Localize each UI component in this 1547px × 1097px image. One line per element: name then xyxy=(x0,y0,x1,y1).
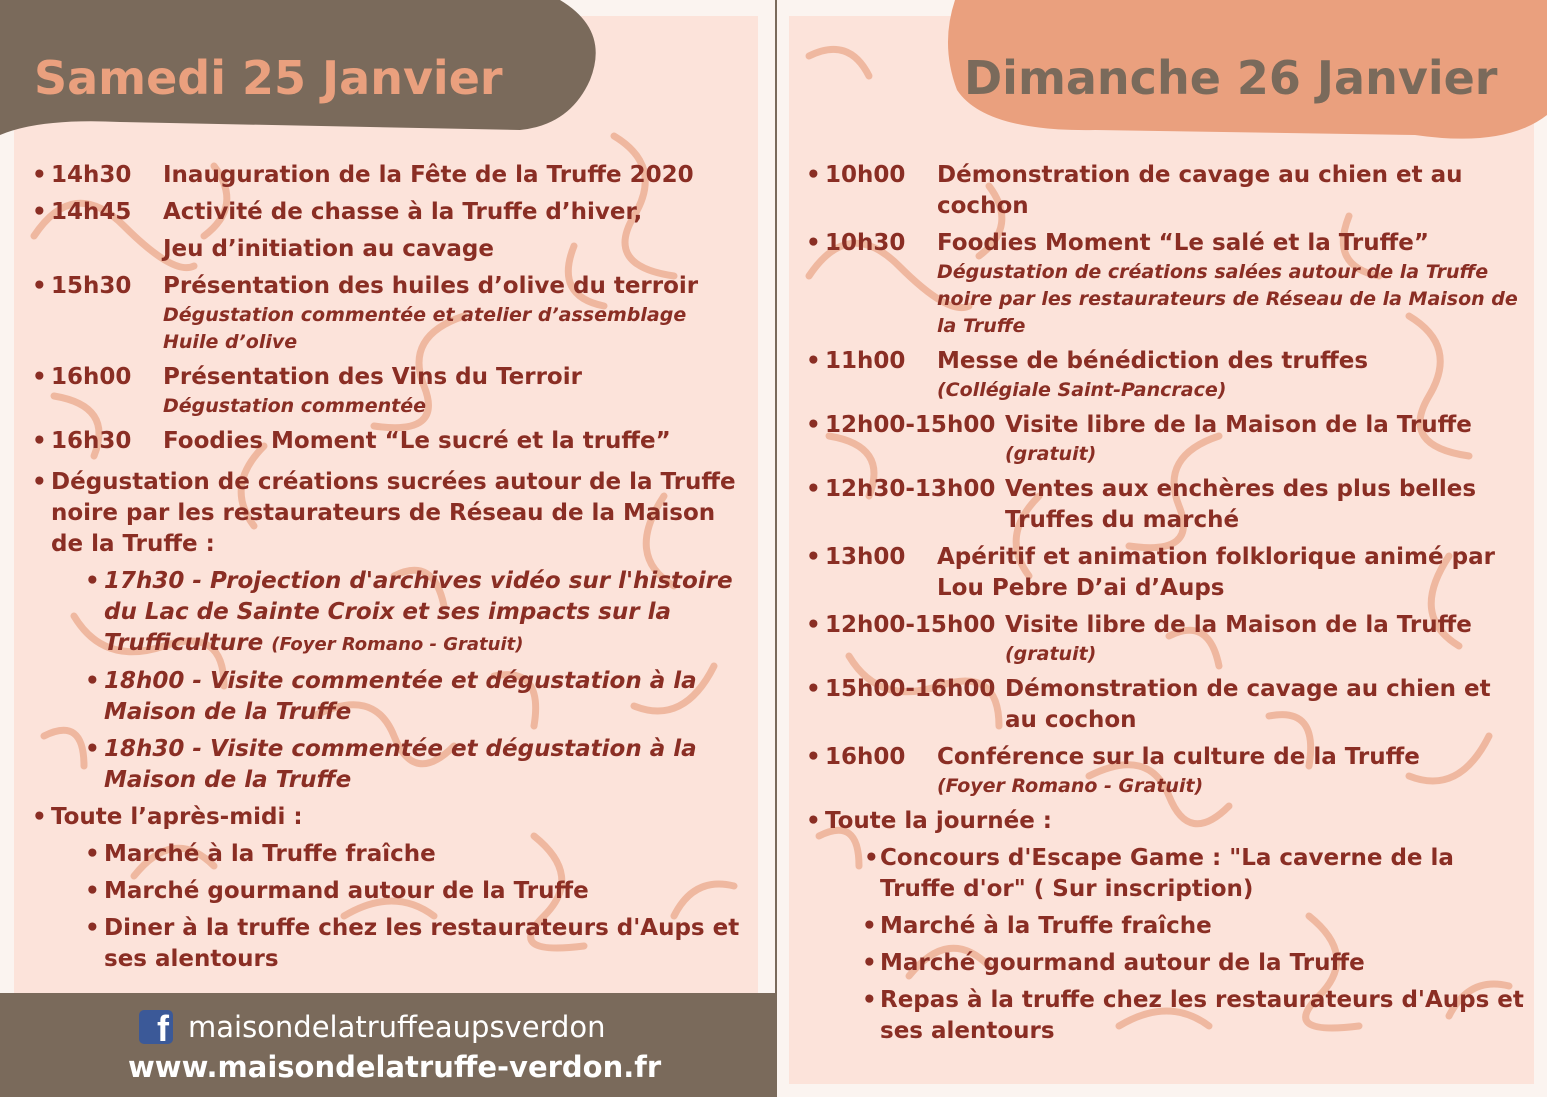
event-subtitle: Dégustation commentée et atelier d’assemblage xyxy=(163,304,687,326)
event-title: Visite libre de la Maison de la Truffe xyxy=(1005,612,1472,638)
sunday-schedule xyxy=(806,160,1524,1053)
event-item: • 11h00 Messe de bénédiction des truffes (Collégiale Saint-Pancrace) xyxy=(806,346,1524,404)
afternoon-label: • Toute l’après-midi : xyxy=(32,804,303,830)
afternoon-item: • Marché à la Truffe fraîche xyxy=(85,841,436,867)
event-item: • 15h30 Présentation des huiles d’olive du terroir Dégustation commentée et atelier d’assemblage Huile d’olive xyxy=(32,271,744,356)
event-title: Démonstration de cavage au chien et au cochon xyxy=(1005,676,1491,733)
event-title: Activité de chasse à la Truffe d’hiver, xyxy=(163,199,643,225)
event-time: 10h30 xyxy=(825,230,906,256)
event-item: • 16h30 Foodies Moment “Le sucré et la truffe” xyxy=(32,426,744,457)
event-time: 16h00 xyxy=(825,744,906,770)
event-time: 16h00 xyxy=(51,364,132,390)
event-subtitle: (gratuit) xyxy=(1005,443,1097,465)
event-title: Présentation des Vins du Terroir xyxy=(163,364,582,390)
event-title: Messe de bénédiction des truffes xyxy=(937,348,1369,374)
event-item: • 12h00-15h00 Visite libre de la Maison de la Truffe (gratuit) xyxy=(806,410,1524,468)
event-item: • 13h00 Apéritif et animation folklorique animé par Lou Pebre D’ai d’Aups xyxy=(806,544,1495,601)
event-item: • 14h45 Activité de chasse à la Truffe d’hiver, Jeu d’initiation au cavage xyxy=(32,197,744,265)
event-time: 14h45 xyxy=(51,199,132,225)
saturday-schedule xyxy=(32,160,744,981)
facebook-icon[interactable]: f xyxy=(139,1010,173,1044)
event-title: Ventes aux enchères des plus belles Truffes du marché xyxy=(1005,476,1477,533)
event-subtitle: Dégustation commentée xyxy=(163,395,426,417)
allday-item: • Marché à la Truffe fraîche xyxy=(862,913,1212,939)
event-subtitle: (gratuit) xyxy=(1005,643,1097,665)
event-time: 12h00-15h00 xyxy=(825,412,996,438)
event-title: Foodies Moment “Le salé et la Truffe” xyxy=(937,230,1429,256)
event-title-line2: Jeu d’initiation au cavage xyxy=(163,236,494,262)
allday-item: • Repas à la truffe chez les restaurateurs d'Aups et ses alentours xyxy=(862,987,1524,1044)
event-time: 16h30 xyxy=(51,428,132,454)
afternoon-item: • Marché gourmand autour de la Truffe xyxy=(85,878,589,904)
event-title: Inauguration de la Fête de la Truffe 2020 xyxy=(163,162,694,188)
tasting-subitem: • 18h00 - Visite commentée et dégustation à la Maison de la Truffe xyxy=(85,668,697,725)
event-title: Présentation des huiles d’olive du terroir xyxy=(163,273,699,299)
center-fold-line xyxy=(775,0,777,1097)
event-item: • 14h30 Inauguration de la Fête de la Truffe 2020 xyxy=(32,160,744,191)
event-item: • 16h00 Présentation des Vins du Terroir Dégustation commentée xyxy=(32,362,744,420)
allday-item: • Marché gourmand autour de la Truffe xyxy=(862,950,1365,976)
event-time: 13h00 xyxy=(825,544,906,570)
event-time: 15h00-16h00 xyxy=(825,676,996,702)
allday-label: • Toute la journée : xyxy=(806,808,1053,834)
website-link[interactable]: www.maisondelatruffe-verdon.fr xyxy=(128,1050,662,1084)
event-item: • 12h30-13h00 Ventes aux enchères des plus belles Truffes du marché xyxy=(806,476,1477,533)
event-item: • 15h00-16h00 Démonstration de cavage au chien et au cochon xyxy=(806,676,1491,733)
event-title: Démonstration de cavage au chien et au cochon xyxy=(937,162,1463,219)
event-time: 10h00 xyxy=(825,162,906,188)
event-title: Apéritif et animation folklorique animé par Lou Pebre D’ai d’Aups xyxy=(937,544,1495,601)
event-item: • 16h00 Conférence sur la culture de la Truffe (Foyer Romano - Gratuit) xyxy=(806,742,1524,800)
tasting-subitem: • 18h30 - Visite commentée et dégustation à la Maison de la Truffe xyxy=(85,736,697,793)
event-title: Visite libre de la Maison de la Truffe xyxy=(1005,412,1472,438)
afternoon-item: • Diner à la truffe chez les restaurateurs d'Aups et ses alentours xyxy=(85,915,740,972)
event-subtitle-line2: Huile d’olive xyxy=(163,331,298,353)
event-subtitle: (Collégiale Saint-Pancrace) xyxy=(937,379,1227,401)
event-time: 12h30-13h00 xyxy=(825,476,996,502)
event-time: 12h00-15h00 xyxy=(825,612,996,638)
event-item: • 12h00-15h00 Visite libre de la Maison de la Truffe (gratuit) xyxy=(806,610,1524,668)
allday-item: • Concours d'Escape Game : "La caverne de la Truffe d'or" ( Sur inscription) xyxy=(864,845,1454,902)
tasting-note: • Dégustation de créations sucrées autour de la Truffe noire par les restaurateurs de Réseau de la Maison de la Truffe : xyxy=(32,469,736,557)
event-time: 14h30 xyxy=(51,162,132,188)
tasting-subitem: • 17h30 - Projection d'archives vidéo sur l'histoire du Lac de Sainte Croix et ses impacts sur la Trufficulture (Foyer Romano - Gratuit) xyxy=(85,568,733,656)
event-title: Foodies Moment “Le sucré et la truffe” xyxy=(163,428,671,454)
event-item: • 10h30 Foodies Moment “Le salé et la Truffe” Dégustation de créations salées autour de la Truffe noire par les restaurateurs de Réseau de la Maison de la Truffe xyxy=(806,228,1524,340)
facebook-handle[interactable]: maisondelatruffeaupsverdon xyxy=(188,1010,606,1044)
event-time: 15h30 xyxy=(51,273,132,299)
event-subtitle: (Foyer Romano - Gratuit) xyxy=(937,775,1204,797)
event-subtitle: Dégustation de créations salées autour de la Truffe noire par les restaurateurs de Réseau de la Maison de la Truffe xyxy=(937,261,1518,337)
event-time: 11h00 xyxy=(825,348,906,374)
saturday-title: Samedi 25 Janvier xyxy=(34,51,503,105)
event-item: • 10h00 Démonstration de cavage au chien et au cochon xyxy=(806,162,1463,219)
event-title: Conférence sur la culture de la Truffe xyxy=(937,744,1420,770)
sunday-title: Dimanche 26 Janvier xyxy=(964,51,1498,105)
